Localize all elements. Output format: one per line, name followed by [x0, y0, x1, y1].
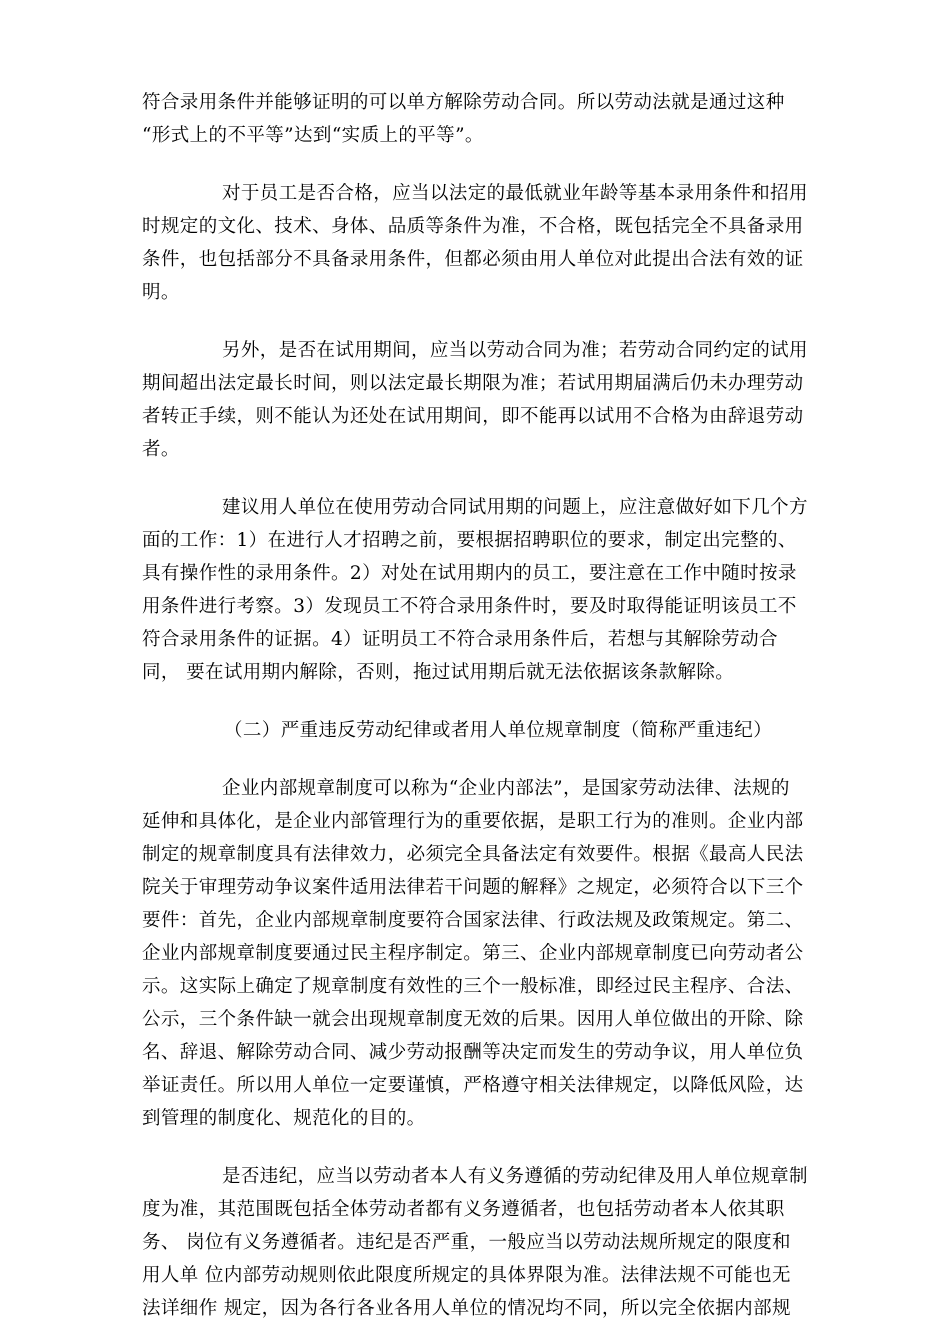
paragraph-spacer: [142, 747, 822, 772]
paragraph-line: 院关于审理劳动争议案件适用法律若干问题的解释》之规定，必须符合以下三个: [142, 877, 804, 898]
paragraph-line: 用人单 位内部劳动规则依此限度所规定的具体界限为准。法律法规不可能也无: [142, 1265, 791, 1286]
paragraph-line: 期间超出法定最长时间，则以法定最长期限为准；若试用期届满后仍未办理劳动: [142, 373, 804, 394]
paragraph-line: 延伸和具体化，是企业内部管理行为的重要依据，是职工行为的准则。企业内部: [142, 811, 804, 832]
paragraph-line: 举证责任。所以用人单位一定要谨慎，严格遵守相关法律规定，以降低风险，达: [142, 1075, 804, 1096]
paragraph-line: 时规定的文化、技术、身体、品质等条件为准，不合格，既包括完全不具备录用: [142, 216, 804, 237]
paragraph-4: [142, 491, 822, 689]
paragraph-line: 用条件进行考察。3）发现员工不符合录用条件时，要及时取得能证明该员工不: [142, 596, 797, 617]
paragraph-line: 度为准，其范围既包括全体劳动者都有义务遵循者，也包括劳动者本人依其职: [142, 1199, 785, 1220]
paragraph-line: 者。: [142, 439, 180, 460]
paragraph-line: 示。这实际上确定了规章制度有效性的三个一般标准，即经过民主程序、合法、: [142, 976, 804, 997]
paragraph-5: [142, 772, 822, 1135]
paragraph-line: 到管理的制度化、规范化的目的。: [142, 1108, 426, 1129]
paragraph-1: [142, 86, 822, 152]
paragraph-6: [142, 1160, 822, 1325]
paragraph-line: 同， 要在试用期内解除，否则，拖过试用期后就无法依据该条款解除。: [142, 662, 735, 683]
paragraph-line: 公示，三个条件缺一就会出现规章制度无效的后果。因用人单位做出的开除、除: [142, 1009, 804, 1030]
paragraph-line: 符合录用条件并能够证明的可以单方解除劳动合同。所以劳动法就是通过这种: [142, 92, 785, 113]
paragraph-3: [142, 334, 822, 466]
paragraph-line: 另外，是否在试用期间，应当以劳动合同为准；若劳动合同约定的试用: [222, 340, 808, 361]
paragraph-line: 企业内部规章制度可以称为“企业内部法”，是国家劳动法律、法规的: [222, 778, 790, 799]
paragraph-line: 企业内部规章制度要通过民主程序制定。第三、企业内部规章制度已向劳动者公: [142, 943, 804, 964]
paragraph-spacer: [142, 1135, 822, 1160]
paragraph-line: “形式上的不平等”达到“实质上的平等”。: [142, 125, 484, 146]
paragraph-line: 者转正手续，则不能认为还处在试用期间，即不能再以试用不合格为由辞退劳动: [142, 406, 804, 427]
paragraph-spacer: [142, 466, 822, 491]
paragraph-line: 面的工作：1）在进行人才招聘之前，要根据招聘职位的要求，制定出完整的、: [142, 530, 797, 551]
paragraph-line: 明。: [142, 282, 180, 303]
paragraph-line: 要件：首先，企业内部规章制度要符合国家法律、行政法规及政策规定。第二、: [142, 910, 804, 931]
section-heading: （二）严重违反劳动纪律或者用人单位规章制度（简称严重违纪）: [224, 720, 773, 741]
paragraph-line: 建议用人单位在使用劳动合同试用期的问题上，应注意做好如下几个方: [222, 497, 808, 518]
paragraph-line: 务、 岗位有义务遵循者。违纪是否严重，一般应当以劳动法规所规定的限度和: [142, 1232, 791, 1253]
paragraph-line: 是否违纪，应当以劳动者本人有义务遵循的劳动纪律及用人单位规章制: [222, 1166, 808, 1187]
paragraph-spacer: [142, 309, 822, 334]
document-body: [142, 86, 822, 1325]
paragraph-line: 具有操作性的录用条件。2）对处在试用期内的员工，要注意在工作中随时按录: [142, 563, 797, 584]
paragraph-line: 对于员工是否合格，应当以法定的最低就业年龄等基本录用条件和招用: [222, 183, 808, 204]
paragraph-spacer: [142, 152, 822, 177]
paragraph-line: 法详细作 规定，因为各行各业各用人单位的情况均不同，所以完全依据内部规: [142, 1298, 791, 1319]
paragraph-spacer: [142, 689, 822, 714]
paragraph-line: 名、辞退、解除劳动合同、减少劳动报酬等决定而发生的劳动争议，用人单位负: [142, 1042, 804, 1063]
paragraph-line: 制定的规章制度具有法律效力，必须完全具备法定有效要件。根据《最高人民法: [142, 844, 804, 865]
paragraph-2: [142, 177, 822, 309]
paragraph-line: 条件，也包括部分不具备录用条件，但都必须由用人单位对此提出合法有效的证: [142, 249, 804, 270]
paragraph-line: 符合录用条件的证据。4）证明员工不符合录用条件后，若想与其解除劳动合: [142, 629, 778, 650]
